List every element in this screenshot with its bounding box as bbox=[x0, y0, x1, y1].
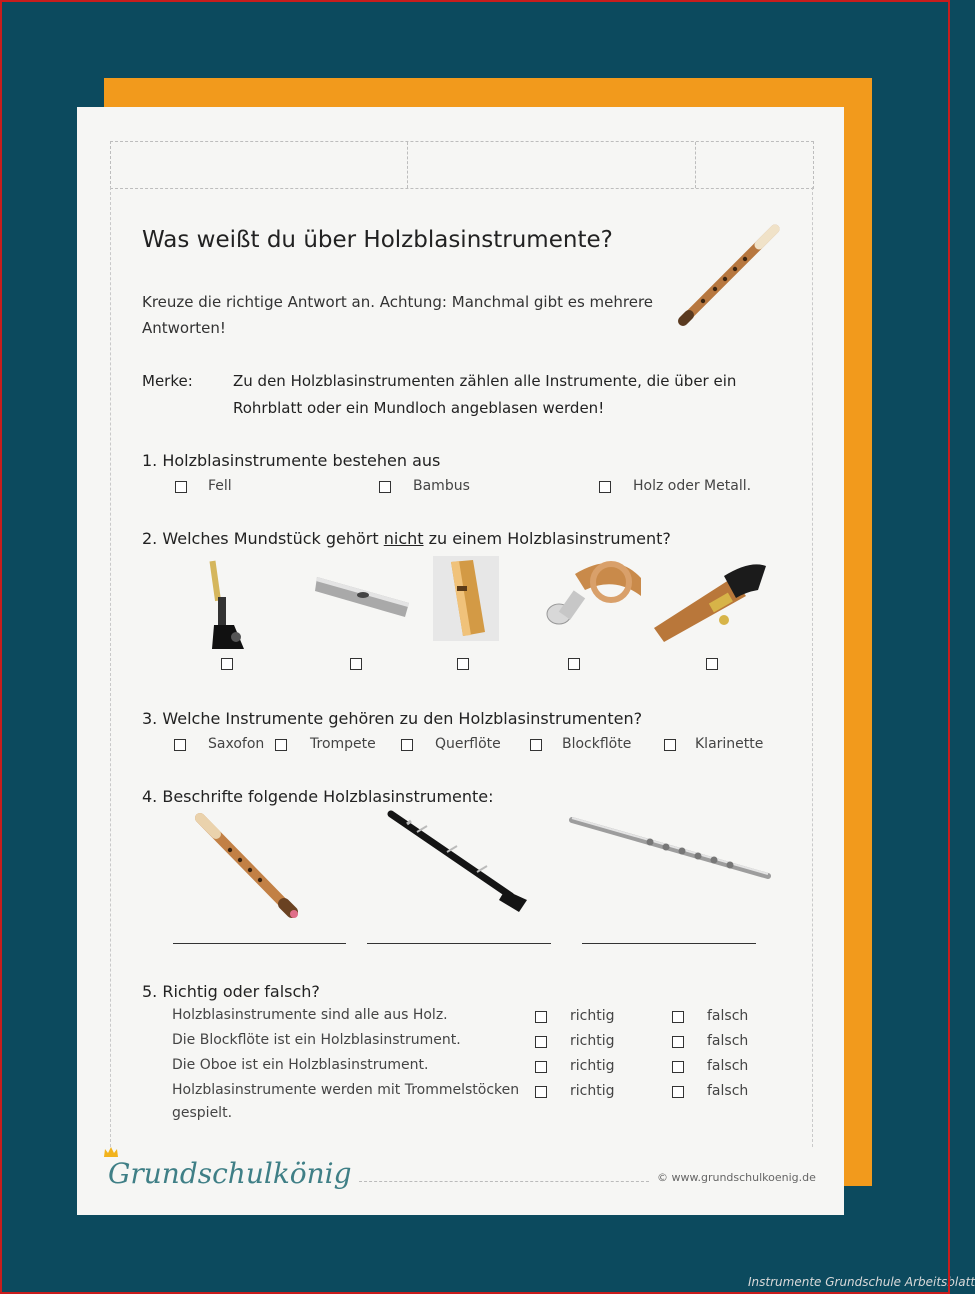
statement-1: Holzblasinstrumente sind alle aus Holz. bbox=[172, 1007, 448, 1023]
merke-line-2: Rohrblatt oder ein Mundloch angeblasen werden! bbox=[233, 399, 605, 417]
richtig-label-3: richtig bbox=[570, 1058, 615, 1074]
checkbox-q3-saxofon[interactable] bbox=[174, 739, 186, 751]
question-2 bbox=[142, 529, 671, 548]
merke-line-1: Zu den Holzblasinstrumenten zählen alle Instrumente, die über ein bbox=[233, 372, 737, 390]
image-caption: Instrumente Grundschule Arbeitsblatt bbox=[748, 1275, 975, 1289]
checkbox-q2-4[interactable] bbox=[568, 658, 580, 670]
crown-icon bbox=[104, 1147, 118, 1157]
checkbox-q2-1[interactable] bbox=[221, 658, 233, 670]
richtig-label-4: richtig bbox=[570, 1083, 615, 1099]
option-q1-bambus: Bambus bbox=[413, 478, 470, 494]
recorder-label-image bbox=[194, 812, 300, 920]
merke-label: Merke: bbox=[142, 372, 193, 390]
falsch-label-1: falsch bbox=[707, 1008, 749, 1024]
left-margin-line bbox=[110, 187, 111, 1147]
answer-line-3[interactable] bbox=[582, 943, 756, 944]
option-q3-saxofon: Saxofon bbox=[208, 736, 265, 752]
recorder-image bbox=[675, 224, 781, 327]
statement-4: Holzblasinstrumente werden mit Trommelstöcken bbox=[172, 1082, 520, 1098]
option-q1-fell: Fell bbox=[208, 478, 232, 494]
answer-line-2[interactable] bbox=[367, 943, 551, 944]
flute-label-image bbox=[570, 814, 772, 884]
question-2-suffix: zu einem Holzblasinstrument? bbox=[423, 529, 671, 548]
falsch-label-3: falsch bbox=[707, 1058, 749, 1074]
option-q3-trompete: Trompete bbox=[310, 736, 376, 752]
checkbox-q3-klarinette[interactable] bbox=[664, 739, 676, 751]
checkbox-richtig-2[interactable] bbox=[535, 1036, 547, 1048]
falsch-label-4: falsch bbox=[707, 1083, 749, 1099]
checkbox-falsch-2[interactable] bbox=[672, 1036, 684, 1048]
checkbox-q1-bambus[interactable] bbox=[379, 481, 391, 493]
question-1: 1. Holzblasinstrumente bestehen aus bbox=[142, 451, 441, 470]
checkbox-q3-blockfloete[interactable] bbox=[530, 739, 542, 751]
answer-line-1[interactable] bbox=[173, 943, 346, 944]
richtig-label-1: richtig bbox=[570, 1008, 615, 1024]
brand-logo: Grundschulkönig bbox=[108, 1157, 352, 1190]
falsch-label-2: falsch bbox=[707, 1033, 749, 1049]
option-q3-klarinette: Klarinette bbox=[695, 736, 764, 752]
statement-2: Die Blockflöte ist ein Holzblasinstrument. bbox=[172, 1032, 461, 1048]
right-margin-line bbox=[812, 187, 813, 1147]
footer-divider bbox=[359, 1181, 649, 1182]
option-q3-blockfloete: Blockflöte bbox=[562, 736, 632, 752]
option-q1-holz-metall: Holz oder Metall. bbox=[633, 478, 752, 494]
checkbox-q2-2[interactable] bbox=[350, 658, 362, 670]
copyright: © www.grundschulkoenig.de bbox=[657, 1171, 816, 1184]
checkbox-q2-3[interactable] bbox=[457, 658, 469, 670]
instruction-line-1: Kreuze die richtige Antwort an. Achtung: Manchmal gibt es mehrere bbox=[142, 293, 654, 311]
question-2-prefix: 2. Welches Mundstück gehört bbox=[142, 529, 384, 548]
checkbox-q3-querfloete[interactable] bbox=[401, 739, 413, 751]
checkbox-q3-trompete[interactable] bbox=[275, 739, 287, 751]
header-divider bbox=[695, 142, 696, 188]
trumpet-mouthpiece-image bbox=[545, 556, 645, 628]
question-5: 5. Richtig oder falsch? bbox=[142, 982, 320, 1001]
checkbox-q2-5[interactable] bbox=[706, 658, 718, 670]
checkbox-falsch-1[interactable] bbox=[672, 1011, 684, 1023]
clarinet-label-image bbox=[387, 810, 533, 914]
checkbox-q1-holz-metall[interactable] bbox=[599, 481, 611, 493]
worksheet-title: Was weißt du über Holzblasinstrumente? bbox=[142, 227, 613, 253]
checkbox-q1-fell[interactable] bbox=[175, 481, 187, 493]
recorder-head-image bbox=[433, 556, 499, 641]
checkbox-richtig-1[interactable] bbox=[535, 1011, 547, 1023]
richtig-label-2: richtig bbox=[570, 1033, 615, 1049]
statement-3: Die Oboe ist ein Holzblasinstrument. bbox=[172, 1057, 429, 1073]
question-4: 4. Beschrifte folgende Holzblasinstrumente: bbox=[142, 787, 494, 806]
header-divider bbox=[407, 142, 408, 188]
instruction-line-2: Antworten! bbox=[142, 319, 226, 337]
checkbox-richtig-3[interactable] bbox=[535, 1061, 547, 1073]
checkbox-falsch-3[interactable] bbox=[672, 1061, 684, 1073]
flute-headjoint-image bbox=[315, 565, 411, 623]
checkbox-richtig-4[interactable] bbox=[535, 1086, 547, 1098]
option-q3-querfloete: Querflöte bbox=[435, 736, 501, 752]
reed-mouthpiece-image bbox=[204, 559, 258, 651]
statement-4-continued: gespielt. bbox=[172, 1105, 233, 1121]
saxophone-mouthpiece-image bbox=[654, 558, 768, 642]
worksheet bbox=[77, 107, 844, 1215]
checkbox-falsch-4[interactable] bbox=[672, 1086, 684, 1098]
name-date-box bbox=[110, 141, 814, 189]
question-2-emphasis: nicht bbox=[383, 529, 424, 548]
question-3: 3. Welche Instrumente gehören zu den Holzblasinstrumenten? bbox=[142, 709, 643, 728]
